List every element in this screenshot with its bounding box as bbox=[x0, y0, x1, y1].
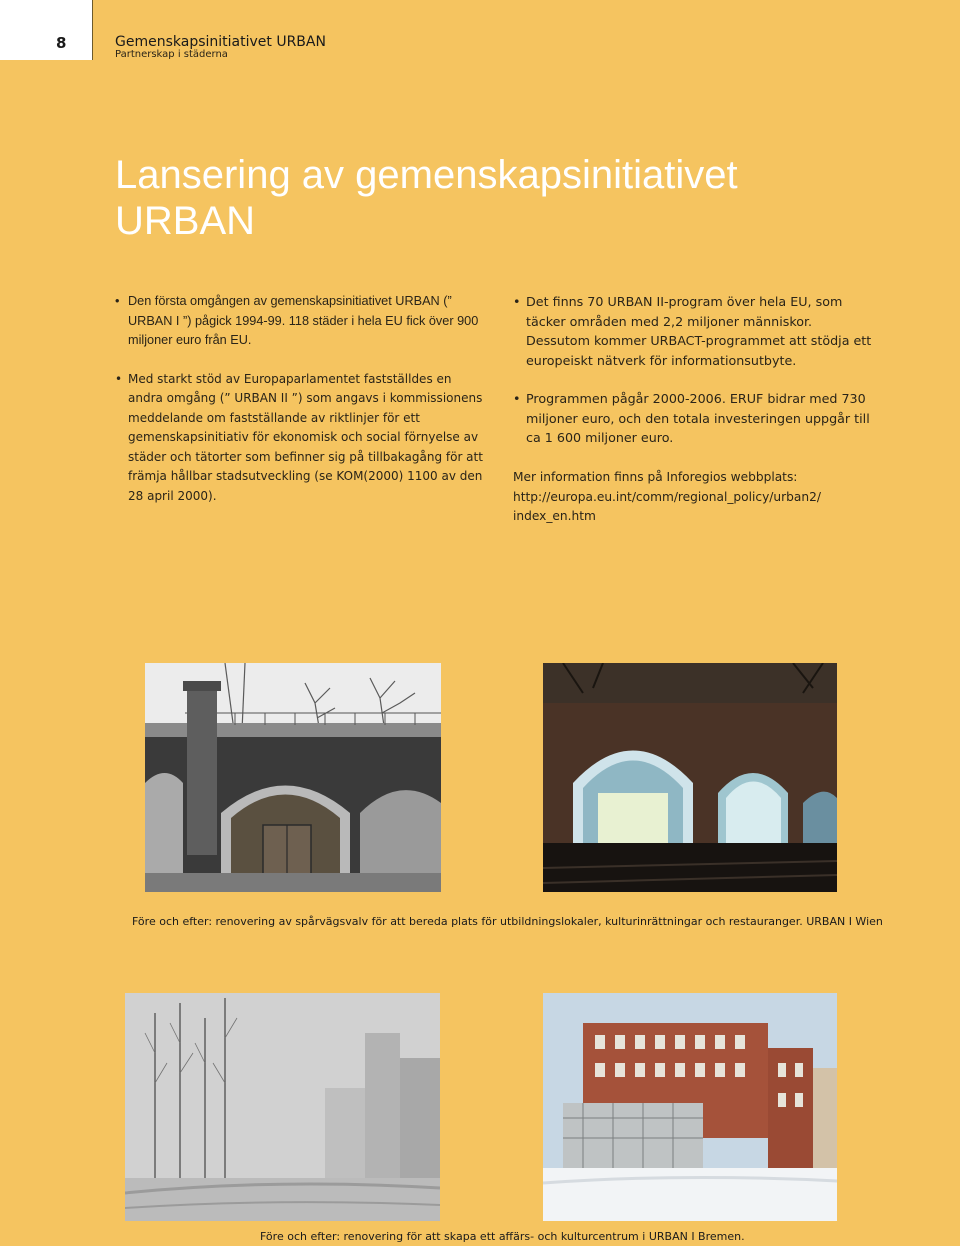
list-item: • Med starkt stöd av Europaparlamentet fastställdes en andra omgång (” URBAN II ”) som angavs i kommissionens meddelande om fastställande av riktlinjer för ett gemenskapsinitiativ för ekonomisk och social förnyelse av städer och tätorter som befinner sig på tillbakagång för att främja hållbar stadsutveckling (se KOM(2000) 1100 av den 28 april 2000). bbox=[115, 370, 490, 507]
page-title: Lansering av gemenskapsinitiativet URBAN bbox=[115, 153, 738, 243]
list-item: • Den första omgången av gemenskapsinitiativet URBAN (” URBAN I ”) pågick 1994-99. 118 städer i hela EU fick över 900 miljoner euro från EU. bbox=[115, 292, 490, 351]
photo-bremen-after bbox=[543, 993, 837, 1221]
header-divider bbox=[92, 0, 93, 60]
running-title: Gemenskapsinitiativet URBAN bbox=[115, 34, 326, 50]
photo-bremen-before bbox=[125, 993, 440, 1221]
more-info-link-cont[interactable]: index_en.htm bbox=[513, 509, 596, 523]
photo-vienna-before bbox=[145, 663, 441, 892]
right-bullet-list bbox=[513, 292, 873, 448]
photo-vienna-after-image bbox=[543, 663, 837, 892]
more-info-link[interactable]: http://europa.eu.int/comm/regional_policy/urban2/ bbox=[513, 489, 821, 504]
caption-bremen: Före och efter: renovering för att skapa ett affärs- och kulturcentrum i URBAN I Bremen. bbox=[260, 1230, 745, 1243]
running-subtitle: Partnerskap i städerna bbox=[115, 49, 228, 60]
list-item: • Det finns 70 URBAN II-program över hela EU, som täcker områden med 2,2 miljoner människor. Dessutom kommer URBACT-programmet att stödja ett europeiskt nätverk för informationsutbyte. bbox=[513, 292, 873, 370]
photo-bremen-before-image bbox=[125, 993, 440, 1221]
photo-bremen-after-image bbox=[543, 993, 837, 1221]
caption-vienna: Före och efter: renovering av spårvägsvalv för att bereda plats för utbildningslokaler, kulturinrättningar och restauranger. URBAN I Wien bbox=[132, 915, 883, 928]
header-page-box bbox=[0, 0, 92, 60]
photo-vienna-after bbox=[543, 663, 837, 892]
more-info bbox=[513, 468, 873, 527]
page-number: 8 bbox=[56, 34, 67, 52]
left-bullet-list bbox=[115, 292, 490, 506]
photo-vienna-before-image bbox=[145, 663, 441, 892]
list-item: • Programmen pågår 2000-2006. ERUF bidrar med 730 miljoner euro, och den totala investeringen uppgår till ca 1 600 miljoner euro. bbox=[513, 389, 873, 448]
more-info-label: Mer information finns på Inforegios webbplats: bbox=[513, 470, 798, 484]
